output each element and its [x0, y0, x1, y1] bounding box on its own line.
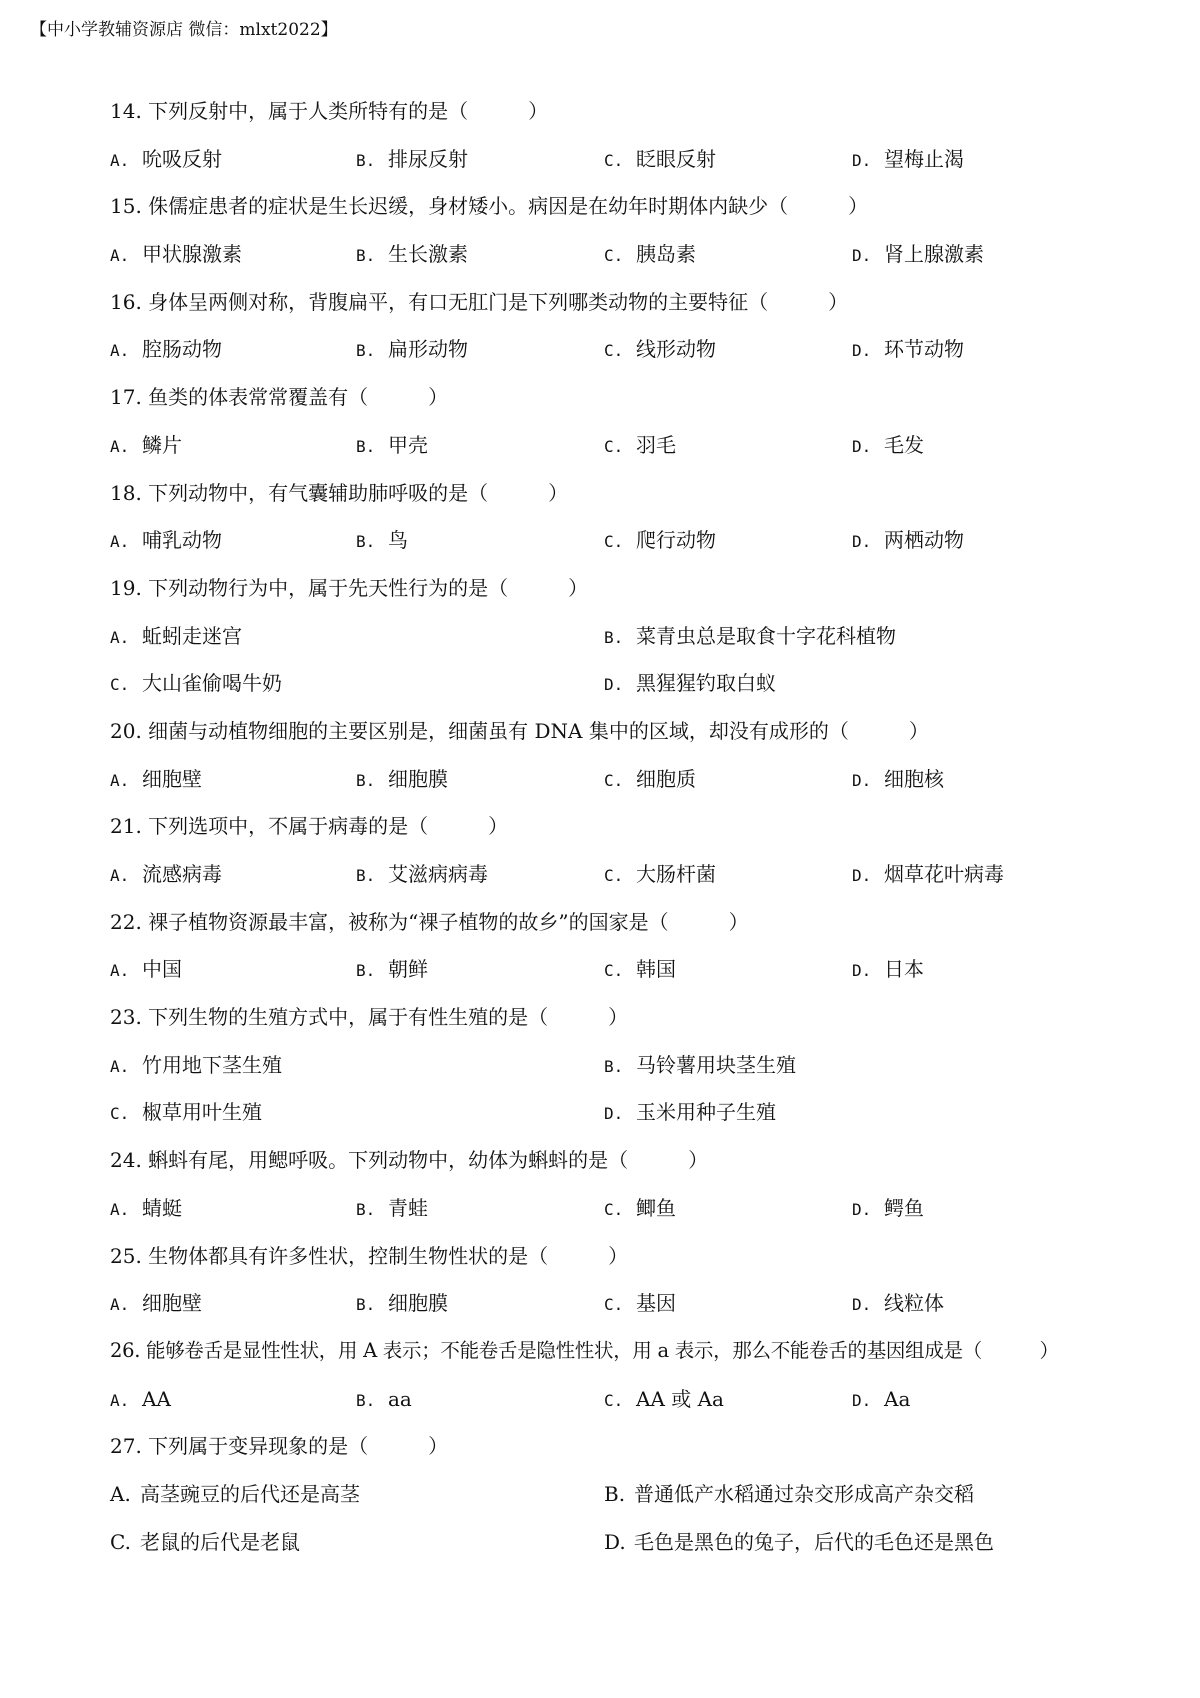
option-letter: B. — [356, 961, 376, 981]
option-letter: B. — [356, 866, 376, 885]
option-b[interactable] — [356, 954, 428, 986]
question-20-stem: 20. 细菌与动植物细胞的主要区别是，细菌虽有 DNA 集中的区域，却没有成形的（ ） — [110, 718, 929, 743]
options-row — [110, 1384, 1110, 1432]
option-a[interactable] — [110, 334, 222, 366]
option-b[interactable] — [604, 621, 896, 653]
option-letter: B. — [356, 150, 376, 170]
question-21-stem: 21. 下列选项中，不属于病毒的是（ ） — [110, 814, 509, 839]
option-text: 哺乳动物 — [142, 528, 222, 553]
question-23-stem: 23. 下列生物的生殖方式中，属于有性生殖的是（ ） — [110, 1005, 629, 1030]
option-letter: B. — [604, 1056, 624, 1076]
option-d[interactable] — [604, 668, 776, 700]
option-text: AA 或 Aa — [636, 1386, 724, 1411]
option-letter: C. — [604, 532, 624, 552]
options-row — [110, 525, 1110, 573]
option-letter: A. — [110, 627, 130, 647]
option-b[interactable] — [356, 430, 428, 462]
option-c[interactable] — [604, 1193, 676, 1225]
option-text: 菜青虫总是取食十字花科植物 — [636, 623, 896, 648]
option-a[interactable] — [110, 1384, 171, 1416]
option-c[interactable] — [110, 1097, 262, 1129]
option-text: 大山雀偷喝牛奶 — [142, 671, 282, 696]
option-letter: C. — [604, 1295, 624, 1315]
option-text: 黑猩猩钓取白蚁 — [636, 671, 776, 696]
option-b[interactable] — [356, 1384, 412, 1416]
option-a[interactable] — [110, 859, 222, 891]
question-stem — [110, 1145, 1110, 1193]
option-letter: D. — [852, 341, 872, 361]
question-stem — [110, 287, 1110, 335]
question-stem — [110, 478, 1110, 526]
options-row — [110, 954, 1110, 1002]
option-d[interactable] — [852, 954, 924, 986]
option-text: 毛发 — [884, 432, 924, 457]
option-letter: D. — [852, 1295, 872, 1315]
option-a[interactable] — [110, 1479, 360, 1509]
option-b[interactable] — [604, 1050, 796, 1082]
option-text: 椒草用叶生殖 — [142, 1100, 262, 1125]
question-list — [110, 96, 1110, 1574]
option-letter: C. — [604, 770, 624, 790]
option-text: 两栖动物 — [884, 528, 964, 553]
option-letter: C. — [604, 1390, 624, 1410]
option-b[interactable] — [604, 1479, 974, 1509]
option-a[interactable] — [110, 1050, 282, 1082]
options-row — [110, 1050, 1110, 1098]
option-letter: C. — [110, 1104, 130, 1124]
options-row — [110, 144, 1110, 192]
option-text: 甲壳 — [388, 432, 428, 457]
option-d[interactable] — [852, 239, 984, 271]
option-text: 鸟 — [388, 528, 408, 553]
question-stem — [110, 191, 1110, 239]
question-stem — [110, 1336, 1110, 1384]
option-text: 马铃薯用块茎生殖 — [636, 1052, 796, 1077]
option-text: 细胞核 — [884, 766, 944, 791]
option-a[interactable] — [110, 1193, 182, 1225]
option-letter: C. — [110, 675, 130, 695]
option-letter: B. — [356, 246, 376, 266]
option-letter: D. — [852, 246, 872, 266]
option-text: 甲状腺激素 — [142, 242, 242, 267]
option-b[interactable] — [356, 1193, 428, 1225]
options-row — [110, 764, 1110, 812]
option-letter: D. — [852, 150, 872, 170]
option-letter: D. — [852, 1199, 872, 1219]
option-letter: A. — [110, 866, 130, 885]
option-letter: A. — [110, 532, 130, 552]
option-d[interactable] — [852, 144, 964, 176]
option-letter: A. — [110, 961, 130, 981]
option-letter: D. — [852, 1390, 872, 1410]
option-text: aa — [388, 1386, 412, 1411]
option-d[interactable] — [852, 430, 924, 462]
options-row — [110, 239, 1110, 287]
option-letter: A. — [110, 1390, 130, 1410]
option-text: 望梅止渴 — [884, 146, 964, 171]
option-b[interactable] — [356, 1288, 448, 1320]
options-row — [110, 859, 1110, 907]
question-18-stem: 18. 下列动物中，有气囊辅助肺呼吸的是（ ） — [110, 480, 569, 505]
option-d[interactable] — [604, 1097, 776, 1129]
option-letter: A. — [110, 436, 130, 456]
option-text: 眨眼反射 — [636, 146, 716, 171]
option-letter: A. — [110, 1199, 130, 1219]
options-row — [110, 1479, 1110, 1527]
option-letter: B. — [356, 341, 376, 361]
option-letter: D. — [604, 1529, 626, 1554]
watermark-header: 【中小学教辅资源店 微信：mlxt2022】 — [30, 20, 338, 40]
option-b[interactable] — [356, 334, 468, 366]
option-b[interactable] — [356, 859, 488, 891]
option-text: 细胞膜 — [388, 1291, 448, 1316]
option-text: 环节动物 — [884, 337, 964, 362]
option-letter: B. — [356, 1295, 376, 1315]
option-letter: B. — [356, 436, 376, 456]
option-letter: C. — [604, 150, 624, 170]
option-b[interactable] — [356, 239, 468, 271]
option-b[interactable] — [356, 144, 468, 176]
option-text: 中国 — [142, 957, 182, 982]
options-row — [110, 1097, 1110, 1145]
question-stem — [110, 573, 1110, 621]
option-a[interactable] — [110, 1288, 202, 1320]
option-text: 毛色是黑色的兔子，后代的毛色还是黑色 — [634, 1529, 994, 1554]
option-d[interactable] — [852, 764, 944, 796]
option-letter: C. — [604, 436, 624, 456]
option-c[interactable] — [604, 1384, 724, 1416]
option-letter: D. — [852, 770, 872, 790]
option-letter: A. — [110, 1056, 130, 1076]
option-c[interactable] — [604, 430, 676, 462]
option-d[interactable] — [852, 1288, 944, 1320]
option-text: 吮吸反射 — [142, 146, 222, 171]
option-text: 肾上腺激素 — [884, 242, 984, 267]
question-15-stem: 15. 侏儒症患者的症状是生长迟缓，身材矮小。病因是在幼年时期体内缺少（ ） — [110, 194, 869, 219]
option-text: 排尿反射 — [388, 146, 468, 171]
option-text: 蚯蚓走迷宫 — [142, 623, 242, 648]
question-stem — [110, 811, 1110, 859]
option-d[interactable] — [852, 334, 964, 366]
option-d[interactable] — [852, 859, 1004, 891]
question-16-stem: 16. 身体呈两侧对称，背腹扁平，有口无肛门是下列哪类动物的主要特征（ ） — [110, 289, 849, 314]
question-19-stem: 19. 下列动物行为中，属于先天性行为的是（ ） — [110, 575, 589, 600]
option-c[interactable] — [604, 954, 676, 986]
option-text: 扁形动物 — [388, 337, 468, 362]
option-text: 朝鲜 — [388, 957, 428, 982]
question-stem — [110, 96, 1110, 144]
option-letter: D. — [604, 675, 624, 695]
option-text: AA — [142, 1386, 171, 1411]
option-letter: C. — [604, 246, 624, 266]
option-text: 爬行动物 — [636, 528, 716, 553]
question-stem — [110, 1002, 1110, 1050]
option-c[interactable] — [604, 334, 716, 366]
option-letter: D. — [852, 436, 872, 456]
option-text: 细胞质 — [636, 766, 696, 791]
option-text: 竹用地下茎生殖 — [142, 1052, 282, 1077]
question-stem — [110, 1241, 1110, 1289]
option-text: 细胞壁 — [142, 766, 202, 791]
option-text: 线粒体 — [884, 1291, 944, 1316]
question-17-stem: 17. 鱼类的体表常常覆盖有（ ） — [110, 385, 449, 410]
option-text: 日本 — [884, 957, 924, 982]
option-a[interactable] — [110, 764, 202, 796]
option-c[interactable] — [604, 764, 696, 796]
option-d[interactable] — [604, 1527, 994, 1557]
option-b[interactable] — [356, 525, 408, 557]
option-letter: C. — [110, 1529, 131, 1554]
question-22-stem: 22. 裸子植物资源最丰富，被称为“裸子植物的故乡”的国家是（ ） — [110, 909, 749, 934]
option-a[interactable] — [110, 430, 182, 462]
question-stem — [110, 716, 1110, 764]
option-letter: D. — [852, 961, 872, 981]
option-letter: A. — [110, 150, 130, 170]
options-row — [110, 1288, 1110, 1336]
option-text: 基因 — [636, 1291, 676, 1316]
option-letter: A. — [110, 341, 130, 361]
option-letter: A. — [110, 1295, 130, 1315]
options-row — [110, 1193, 1110, 1241]
option-letter: B. — [604, 1481, 626, 1506]
question-14-stem: 14. 下列反射中，属于人类所特有的是（ ） — [110, 99, 549, 123]
option-c[interactable] — [604, 859, 716, 891]
options-row — [110, 430, 1110, 478]
option-d[interactable] — [852, 525, 964, 557]
question-24-stem: 24. 蝌蚪有尾，用鳃呼吸。下列动物中，幼体为蝌蚪的是（ ） — [110, 1148, 709, 1173]
question-27-stem: 27. 下列属于变异现象的是（ ） — [110, 1434, 449, 1459]
option-letter: A. — [110, 246, 130, 266]
option-letter: D. — [604, 1104, 624, 1124]
option-text: 普通低产水稻通过杂交形成高产杂交稻 — [634, 1481, 974, 1506]
option-text: 胰岛素 — [636, 242, 696, 267]
option-letter: A. — [110, 1481, 131, 1506]
option-text: 韩国 — [636, 957, 676, 982]
option-letter: C. — [604, 961, 624, 981]
option-text: 玉米用种子生殖 — [636, 1100, 776, 1125]
option-text: 腔肠动物 — [142, 337, 222, 362]
option-c[interactable] — [604, 525, 716, 557]
options-row — [110, 621, 1110, 669]
option-a[interactable] — [110, 621, 242, 653]
option-a[interactable] — [110, 954, 182, 986]
question-stem — [110, 1431, 1110, 1479]
option-letter: B. — [356, 1390, 376, 1410]
option-letter: B. — [604, 627, 624, 647]
option-text: 鳞片 — [142, 432, 182, 457]
option-c[interactable] — [110, 668, 282, 700]
question-25-stem: 25. 生物体都具有许多性状，控制生物性状的是（ ） — [110, 1243, 629, 1268]
option-text: 蜻蜓 — [142, 1195, 182, 1220]
option-letter: B. — [356, 770, 376, 790]
option-c[interactable] — [604, 144, 716, 176]
option-a[interactable] — [110, 144, 222, 176]
option-text: 鲫鱼 — [636, 1195, 676, 1220]
question-26-stem: 26. 能够卷舌是显性性状，用 A 表示；不能卷舌是隐性性状，用 a 表示，那么不能卷舌的基因组成是（ ） — [110, 1338, 1059, 1362]
options-row — [110, 1527, 1110, 1575]
option-text: Aa — [884, 1386, 911, 1411]
option-d[interactable] — [852, 1193, 924, 1225]
option-letter: A. — [110, 770, 130, 790]
option-letter: B. — [356, 532, 376, 552]
option-letter: C. — [604, 341, 624, 361]
option-letter: C. — [604, 866, 624, 885]
option-text: 烟草花叶病毒 — [884, 862, 1004, 886]
options-row — [110, 334, 1110, 382]
option-text: 流感病毒 — [142, 862, 222, 886]
option-text: 鳄鱼 — [884, 1195, 924, 1220]
option-text: 大肠杆菌 — [636, 862, 716, 886]
option-letter: C. — [604, 1199, 624, 1219]
option-text: 细胞壁 — [142, 1291, 202, 1316]
option-letter: B. — [356, 1199, 376, 1219]
option-text: 细胞膜 — [388, 766, 448, 791]
option-text: 生长激素 — [388, 242, 468, 267]
question-stem — [110, 907, 1110, 955]
option-text: 艾滋病病毒 — [388, 862, 488, 886]
option-letter: D. — [852, 532, 872, 552]
option-a[interactable] — [110, 239, 242, 271]
option-c[interactable] — [604, 1288, 676, 1320]
option-a[interactable] — [110, 525, 222, 557]
option-c[interactable] — [604, 239, 696, 271]
option-text: 羽毛 — [636, 432, 676, 457]
options-row — [110, 668, 1110, 716]
option-text: 老鼠的后代是老鼠 — [140, 1529, 300, 1554]
option-text: 青蛙 — [388, 1195, 428, 1220]
option-c[interactable] — [110, 1527, 300, 1557]
option-text: 线形动物 — [636, 337, 716, 362]
option-b[interactable] — [356, 764, 448, 796]
option-letter: D. — [852, 866, 872, 885]
option-d[interactable] — [852, 1384, 910, 1416]
option-text: 高茎豌豆的后代还是高茎 — [140, 1481, 360, 1506]
question-stem — [110, 382, 1110, 430]
